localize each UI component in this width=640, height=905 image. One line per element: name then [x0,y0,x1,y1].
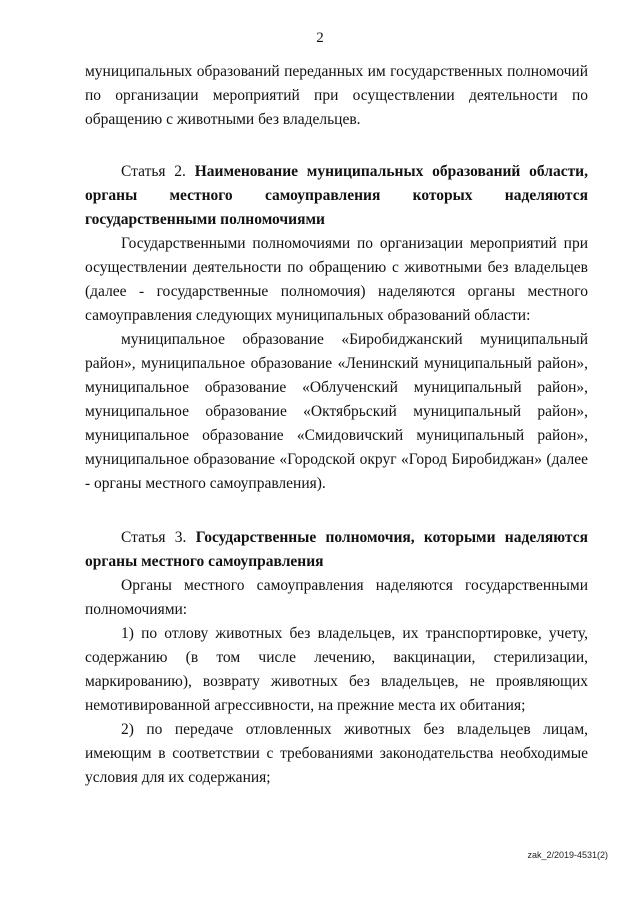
article-3-label: Статья 3. [121,529,187,546]
article-2-paragraph-2: муниципальное образование «Биробиджанский муниципальный район», муниципальное образование «Ленинский муниципальный район», муниципальное образование «Облученский муниципальный район», муниципальное образование «Октябрьский муниципальный район», муниципальное образование «Смидовичский муниципальный район», муниципальное образование «Городской округ «Город Биробиджан» (далее - органы местного самоуправления). [85,331,588,492]
article-2-paragraph-1: Государственными полномочиями по организации мероприятий при осуществлении деятельности по обращению с животными без владельцев (далее - государственные полномочия) наделяются органы местного самоуправления следующих муниципальных образований области: [85,235,588,324]
document-code: zak_2/2019-4531(2) [527,850,608,860]
article-2-heading [85,160,588,232]
document-body [85,60,588,790]
article-3-heading [85,526,588,574]
article-3-title: Государственные полномочия, которыми наделяются органы местного самоуправления [85,529,588,570]
continuation-paragraph: муниципальных образований переданных им государственных полномочий по организации мероприятий при осуществлении деятельности по обращению с животными без владельцев. [85,63,588,128]
article-2-label: Статья 2. [121,163,186,180]
article-3-item-1: 1) по отлову животных без владельцев, их транспортировке, учету, содержанию (в том числе лечению, вакцинации, стерилизации, маркированию), возврату животных без владельцев, не проявляющих немотивированной агрессивности, на прежние места их обитания; [85,625,588,714]
article-3-intro: Органы местного самоуправления наделяются государственными полномочиями: [85,577,588,618]
article-3-items [85,622,588,790]
article-3-item-2: 2) по передаче отловленных животных без владельцев лицам, имеющим в соответствии с требованиями законодательства необходимые условия для их содержания; [85,721,588,786]
article-2-title: Наименование муниципальных образований области, органы местного самоуправления которых наделяются государственными полномочиями [85,163,588,228]
page-number: 2 [316,30,324,46]
